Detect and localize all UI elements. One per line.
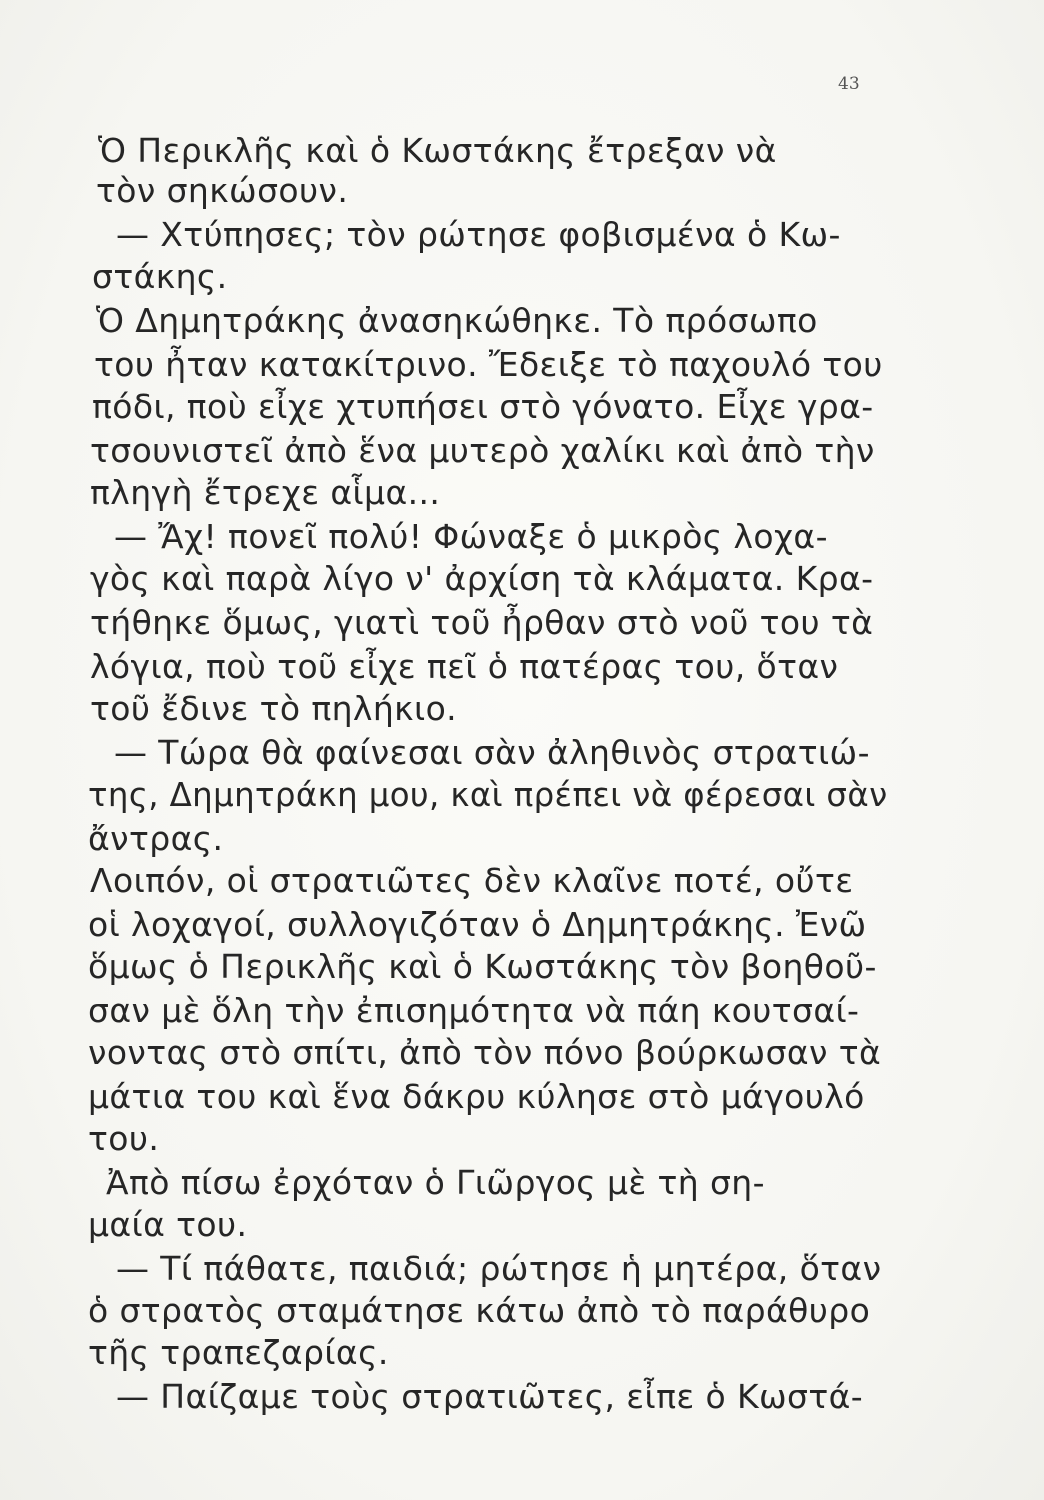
text-line: μάτια του καὶ ἕνα δάκρυ κύλησε στὸ μάγουλό [88,1077,865,1116]
text-line: πληγὴ ἔτρεχε αἷμα... [90,473,441,512]
text-line: του ἦταν κατακίτρινο. Ἔδειξε τὸ παχουλό του [94,345,883,384]
text-line: νοντας στὸ σπίτι, ἀπὸ τὸν πόνο βούρκωσαν τὰ [88,1033,882,1072]
text-line: Ὁ Περικλῆς καὶ ὁ Κωστάκης ἔτρεξαν νὰ [98,131,777,170]
text-line: σαν μὲ ὅλη τὴν ἐπισημότητα νὰ πάη κουτσαί- [88,991,860,1030]
text-line: στάκης. [92,257,228,296]
text-line: — Παίζαμε τοὺς στρατιῶτες, εἶπε ὁ Κωστά- [116,1377,864,1416]
text-line: Λοιπόν, οἱ στρατιῶτες δὲν κλαῖνε ποτέ, οὔτε [90,861,854,900]
text-line: Ἀπὸ πίσω ἐρχόταν ὁ Γιῶργος μὲ τὴ ση- [106,1163,765,1202]
text-line: ἄντρας. [88,819,224,858]
text-line: — Ἄχ! πονεῖ πολύ! Φώναξε ὁ μικρὸς λοχα- [114,517,828,556]
text-line: — Χτύπησες; τὸν ρώτησε φοβισμένα ὁ Κω- [116,215,841,254]
text-line: τῆς τραπεζαρίας. [88,1333,389,1372]
text-line: ὅμως ὁ Περικλῆς καὶ ὁ Κωστάκης τὸν βοηθοῦ- [88,947,877,986]
text-line: — Τί πάθατε, παιδιά; ρώτησε ἡ μητέρα, ὅταν [116,1249,882,1288]
text-line: μαία του. [88,1205,248,1244]
page-number: 43 [838,74,860,94]
text-line: πόδι, ποὺ εἶχε χτυπήσει στὸ γόνατο. Εἶχε γρα- [92,387,874,426]
text-line: οἱ λοχαγοί, συλλογιζόταν ὁ Δημητράκης. Ἐνῶ [88,905,867,944]
text-line: — Τώρα θὰ φαίνεσαι σὰν ἀληθινὸς στρατιώ- [114,733,870,772]
text-line: τοῦ ἔδινε τὸ πηλήκιο. [90,689,458,728]
text-line: του. [88,1119,160,1158]
text-line: ὁ στρατὸς σταμάτησε κάτω ἀπὸ τὸ παράθυρο [88,1291,871,1330]
text-line: τὸν σηκώσουν. [96,171,349,210]
text-line: τσουνιστεῖ ἀπὸ ἕνα μυτερὸ χαλίκι καὶ ἀπὸ τὴν [90,431,875,470]
text-line: τήθηκε ὅμως, γιατὶ τοῦ ἦρθαν στὸ νοῦ του τὰ [90,603,874,642]
text-line: λόγια, ποὺ τοῦ εἶχε πεῖ ὁ πατέρας του, ὅταν [90,647,839,686]
text-line: Ὁ Δημητράκης ἀνασηκώθηκε. Τὸ πρόσωπο [96,301,818,340]
text-line: γὸς καὶ παρὰ λίγο ν' ἀρχίση τὰ κλάματα. Κρα- [90,559,874,598]
text-line: της, Δημητράκη μου, καὶ πρέπει νὰ φέρεσαι σὰν [88,775,888,814]
